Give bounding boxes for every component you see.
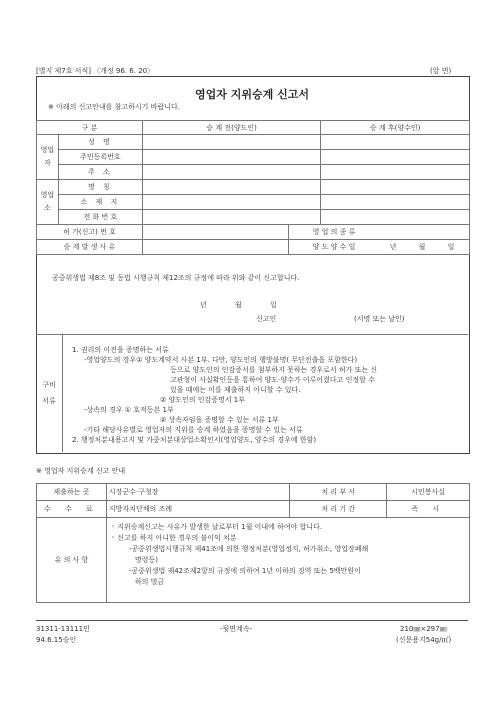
dept-value: 시민봉사실 <box>387 484 470 501</box>
docs-line-3: 등으로 양도인의 인감증서를 첨부하지 못하는 경우로서 허가 또는 신 <box>170 366 378 374</box>
submit-to-label: 제출하는 곳 <box>37 484 107 501</box>
reporter-label: 신고인 <box>256 315 277 323</box>
before-location-field[interactable] <box>143 195 321 210</box>
docs-label-2: 서류 <box>42 397 56 405</box>
period-label: 처 리 기 간 <box>290 501 387 518</box>
before-phone-field[interactable] <box>143 210 321 225</box>
docs-line-2: -영업양도의 경우① 양도계약서 사본 1부. 다만, 양도인의 행방불명( 무단전출을 포함한다) <box>84 356 358 364</box>
label-address: 주 소 <box>58 165 142 180</box>
before-resident-no-field[interactable] <box>143 150 321 165</box>
note-3: -공중위생법시행규칙 제41조에 의한 행정처분(영업정지, 허가취소, 영업장폐쇄 <box>128 545 369 553</box>
docs-line-5: 있을 때에는 이를 제출하지 아니할 수 있다. <box>170 386 301 394</box>
label-transfer-date: 양 도 양 수 일 <box>312 243 356 251</box>
note-6: 하의 벌금 <box>134 578 165 586</box>
guide-title: ※ 영업자 지위승계 신고 안내 <box>36 467 126 475</box>
docs-line-10: 2. 행정처분내용고지 및 가중처분대상업소확인서(영업양도, 양수의 경우에 한함) <box>72 436 317 444</box>
docs-col-divider <box>62 334 63 452</box>
label-phone: 전 화 번 호 <box>58 210 142 225</box>
reason-field[interactable] <box>143 240 289 255</box>
group-business: 영업소 <box>37 180 59 225</box>
statement-text: 공중위생법 제8조 및 동법 시행규칙 제12조의 규정에 따라 위와 같이 신고합니다. <box>52 274 300 282</box>
footer-code: 31311-13111민 <box>36 625 90 633</box>
header-before: 승 계 전(양도인) <box>143 121 321 135</box>
front-side-label: (앞 면) <box>430 67 452 75</box>
footer-approval: 94.6.15승인 <box>36 636 77 644</box>
group-person: 영업자 <box>37 135 59 180</box>
fee-value: 지방자치단체의 조례 <box>106 501 290 518</box>
footer-rule <box>36 620 468 621</box>
label-permit-no: 허 가(신고) 번 호 <box>37 225 143 240</box>
submit-to-value: 시장군수·구청장 <box>106 484 290 501</box>
docs-line-9: -기타 해당사유별로 영업자의 지위를 승계 하였음을 증명할 수 있는 서류 <box>84 426 303 434</box>
transfer-date-ymd: 년 월 일 <box>389 243 455 251</box>
before-business-name-field[interactable] <box>143 180 321 195</box>
label-business-type: 영 업 의 종 류 <box>312 228 356 236</box>
form-title: 영업자 지위승계 신고서 <box>195 88 309 101</box>
docs-line-4: 고관청이 사실확인등을 통하여 양도·양수가 이루어졌다고 인정할 수 <box>170 376 375 384</box>
note-5: -공중위생법 제42조제2항의 규정에 의하여 1년 이하의 징역 또는 5백만원이 <box>128 567 361 575</box>
after-location-field[interactable] <box>321 195 470 210</box>
form-number: [별지 제7호 서식] 〈개정 96. 6. 20〉 <box>36 67 155 75</box>
label-reason: 승 계 발 생 사 유 <box>37 240 143 255</box>
after-address-field[interactable] <box>321 165 470 180</box>
docs-line-1: 1. 권리의 이전을 증명하는 서류 <box>72 346 169 354</box>
after-business-name-field[interactable] <box>321 180 470 195</box>
docs-label-1: 구비 <box>42 381 56 389</box>
before-name-field[interactable] <box>143 135 321 150</box>
docs-line-8: ② 상속자임을 증명할 수 있는 서류 1부 <box>160 416 279 424</box>
applicant-table <box>36 120 470 255</box>
after-resident-no-field[interactable] <box>321 150 470 165</box>
label-business-name: 명 칭 <box>58 180 142 195</box>
before-address-field[interactable] <box>143 165 321 180</box>
header-after: 승 계 후(양수인) <box>321 121 470 135</box>
note-2: ◦ 신고를 하지 아니한 경우의 불이익 처분 <box>110 534 237 542</box>
guide-table <box>36 483 470 603</box>
label-name: 성 명 <box>58 135 142 150</box>
sign-date[interactable]: 년 월 일 <box>200 301 277 309</box>
dept-label: 처 리 부 서 <box>290 484 387 501</box>
note-1: ◦ 지위승계신고는 사유가 발생한 날로부터 1월 이내에 하여야 합니다. <box>110 523 323 531</box>
sign-note[interactable]: (서명 또는 날인) <box>354 315 405 323</box>
after-name-field[interactable] <box>321 135 470 150</box>
footer-size: 210㎜×297㎜ <box>400 625 447 633</box>
docs-divider <box>36 334 468 335</box>
label-location: 소 재 지 <box>58 195 142 210</box>
notice-text: ※ 아래의 신고안내를 참고하시기 바랍니다. <box>48 103 180 111</box>
permit-no-field[interactable] <box>143 225 289 240</box>
transfer-date-cell[interactable] <box>288 240 469 255</box>
after-phone-field[interactable] <box>321 210 470 225</box>
notes-cell <box>106 518 469 603</box>
docs-line-6: ② 양도인의 인감증명서 1부 <box>160 396 246 404</box>
notes-label: 유 의 사 항 <box>37 518 107 603</box>
header-gubun: 구 분 <box>37 121 143 135</box>
docs-line-7: -상속의 경우 ① 호적등본 1부 <box>84 406 174 414</box>
footer-paper: (신문용지54g/㎡) <box>396 636 452 644</box>
business-type-cell[interactable] <box>288 225 469 240</box>
note-4: 명령등) <box>134 556 158 564</box>
fee-label: 수 수 료 <box>37 501 107 518</box>
footer-continued: -뒷면계속- <box>220 625 253 633</box>
label-resident-no: 주민등록번호 <box>58 150 142 165</box>
period-value: 즉 시 <box>387 501 470 518</box>
